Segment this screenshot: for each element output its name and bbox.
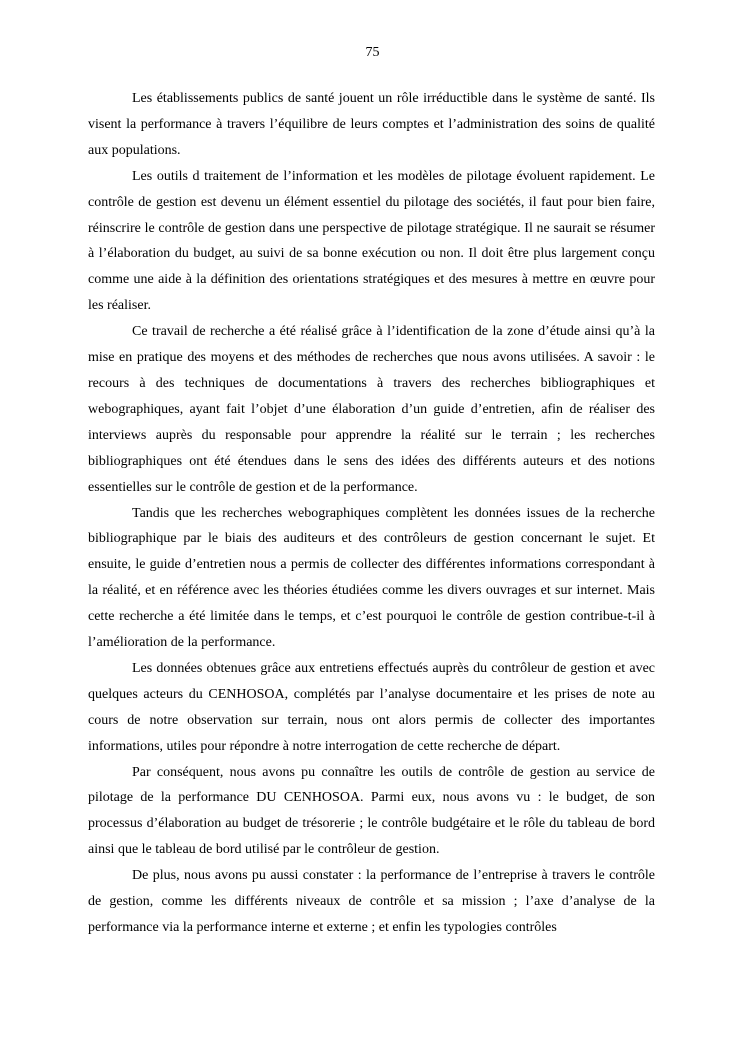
paragraph-tools: Les outils d traitement de l’information et les modèles de pilotage évoluent rapidement. Le contrôle de gestion est devenu un élément essentiel du pilotage des sociétés, il faut pour bien faire, réinscrire le contrôle de gestion dans une perspective de pilotage stratégique. Il ne saurait se résumer à l’élaboration du budget, au suivi de sa bonne exécution ou non. Il doit être plus largement conçu comme une aide à la définition des orientations stratégiques et des mesures à mettre en œuvre pour les réaliser. [88,168,655,314]
body-text [88,86,655,941]
paragraph-data: Les données obtenues grâce aux entretiens effectués auprès du contrôleur de gestion et avec quelques acteurs du CENHOSOA, complétés par l’analyse documentaire et les prises de note au cours de notre observation sur terrain, nous ont alors permis de collecter des importantes informations, utiles pour répondre à notre interrogation de cette recherche de départ. [88,660,655,754]
paragraph-webography: Tandis que les recherches webographiques complètent les données issues de la recherche bibliographique par le biais des auditeurs et des contrôleurs de gestion concernant le sujet. Et ensuite, le guide d’entretien nous a permis de collecter des différentes informations correspondant à la réalité, et en référence avec les théories étudiées comme les divers ouvrages et sur internet. Mais cette recherche a été limitée dans le temps, et c’est pourquoi le contrôle de gestion contribue-t-il à l’amélioration de la performance. [88,505,655,651]
paragraph-performance: De plus, nous avons pu aussi constater : la performance de l’entreprise à travers le contrôle de gestion, comme les différents niveaux de contrôle et sa mission ; l’axe d’analyse de la performance via la performance interne et externe ; et enfin les typologies contrôles [88,868,655,935]
paragraph-methodology: Ce travail de recherche a été réalisé grâce à l’identification de la zone d’étude ainsi qu’à la mise en pratique des moyens et des méthodes de recherches que nous avons utilisées. A savoir : le recours à des techniques de documentations à travers des recherches bibliographiques et webographiques, ayant fait l’objet d’une élaboration d’un guide d’entretien, afin de réaliser des interviews auprès du responsable pour apprendre la réalité sur le terrain ; les recherches bibliographiques ont été étendues dans le sens des idées des différents auteurs et des notions essentielles sur le contrôle de gestion et de la performance. [88,324,655,495]
paragraph-intro: Les établissements publics de santé jouent un rôle irréductible dans le système de santé. Ils visent la performance à travers l’équilibre de leurs comptes et l’administration des soins de qualité aux populations. [88,91,655,158]
paragraph-consequence: Par conséquent, nous avons pu connaître les outils de contrôle de gestion au service de pilotage de la performance DU CENHOSOA. Parmi eux, nous avons vu : le budget, de son processus d’élaboration au budget de trésorerie ; le contrôle budgétaire et le rôle du tableau de bord ainsi que le tableau de bord utilisé par le contrôleur de gestion. [88,764,655,858]
page-number: 75 [365,45,380,60]
